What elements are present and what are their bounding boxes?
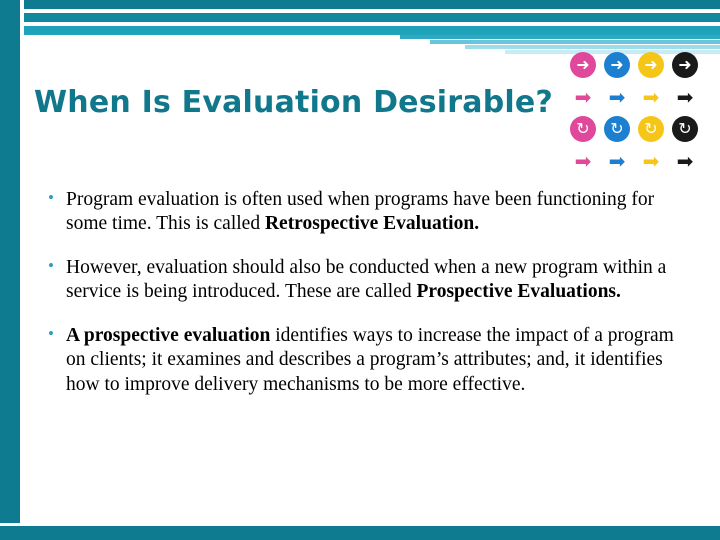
- arrow-right-yellow-icon: ➡: [642, 85, 660, 109]
- footer-band: [0, 526, 720, 540]
- header-band-light: [0, 26, 720, 35]
- list-item: • Program evaluation is often used when programs have been functioning for some time. This is called Retrospective Evaluation.: [44, 188, 674, 236]
- wedge-stripe-1: [400, 35, 720, 39]
- arrow-right-circle-magenta-icon: ➜: [570, 52, 596, 78]
- arrow-right-blue-icon: ➡: [608, 85, 626, 109]
- arrow-right-bold-black-icon: ➡: [676, 149, 694, 173]
- header-band-dark: [0, 0, 720, 9]
- arrow-right-circle-blue-icon: ➜: [604, 52, 630, 78]
- icon-row-1: [518, 52, 698, 78]
- left-accent-band: [0, 0, 20, 540]
- refresh-circle-blue-icon: ↻: [604, 116, 630, 142]
- icon-row-2: [518, 84, 698, 110]
- refresh-circle-yellow-icon: ↻: [638, 116, 664, 142]
- wedge-stripe-3: [465, 45, 720, 49]
- wedge-stripe-2: [430, 40, 720, 44]
- left-accent-gap: [20, 0, 24, 540]
- arrow-right-bold-blue-icon: ➡: [608, 149, 626, 173]
- list-item: • However, evaluation should also be conducted when a new program within a service is being introduced. These are called Prospective Evaluations.: [44, 256, 674, 304]
- header-band-mid: [0, 13, 720, 22]
- arrow-right-circle-black-icon: ➜: [672, 52, 698, 78]
- icon-row-3: [518, 116, 698, 142]
- arrow-right-circle-yellow-icon: ➜: [638, 52, 664, 78]
- arrow-right-black-icon: ➡: [676, 85, 694, 109]
- refresh-circle-magenta-icon: ↻: [570, 116, 596, 142]
- arrow-right-magenta-icon: ➡: [574, 85, 592, 109]
- arrow-right-bold-magenta-icon: ➡: [574, 149, 592, 173]
- arrow-right-bold-yellow-icon: ➡: [642, 149, 660, 173]
- slide-body: [44, 168, 674, 417]
- refresh-circle-black-icon: ↻: [672, 116, 698, 142]
- page-title: When Is Evaluation Desirable?: [34, 85, 554, 121]
- arrow-icon-cluster: [518, 52, 698, 173]
- list-item: • A prospective evaluation identifies ways to increase the impact of a program on clients; it examines and describes a program’s attributes; and, it identifies how to improve delivery mechanisms to be more effective.: [44, 324, 674, 397]
